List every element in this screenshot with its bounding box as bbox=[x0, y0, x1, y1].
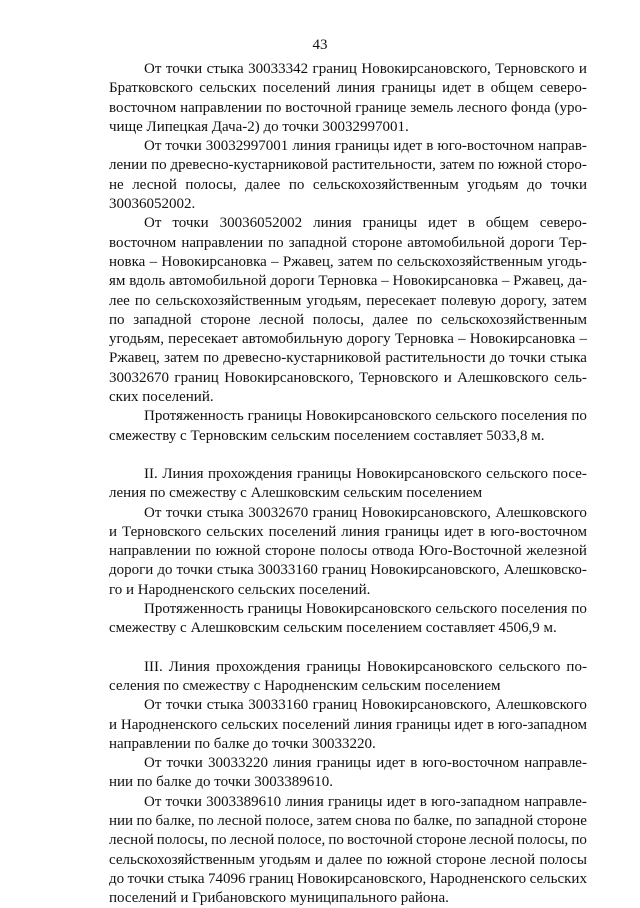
text-line: смежеству с Алешковским сельским поселением составляет 4506,9 м. bbox=[109, 620, 557, 637]
heading-line: ления по смежеству с Алешковским сельским поселением bbox=[109, 485, 483, 502]
text-line: нии по балке до точки 3003389610. bbox=[109, 774, 334, 791]
text-line: От точки стыка 30032670 границ Новокирсановского, Алешковского bbox=[144, 504, 587, 521]
text-line: нии по балке, по лесной полосе, затем снова по балке, по западной стороне bbox=[109, 812, 587, 829]
paragraph bbox=[109, 137, 587, 214]
document-body bbox=[109, 60, 587, 908]
text-line: От точки 30033220 линия границы идет в юго-восточном направле- bbox=[144, 755, 587, 772]
text-line: по западной стороне лесной полосы, далее по сельскохозяйственным bbox=[109, 311, 587, 328]
heading-line: II. Линия прохождения границы Новокирсановского сельского посе- bbox=[144, 465, 587, 482]
text-line: 30032670 границ Новокирсановского, Терновского и Алешковского сель- bbox=[109, 369, 587, 386]
text-line: От точки 30032997001 линия границы идет в юго-восточном направ- bbox=[144, 138, 587, 155]
paragraph bbox=[109, 600, 587, 639]
text-line: угодьям, пересекает автомобильную дорогу Терновка – Новокирсановка – bbox=[109, 331, 587, 348]
text-line: и Терновского сельских поселений линия границы идет в юго-восточном bbox=[109, 523, 587, 540]
text-line: От точки стыка 30033160 границ Новокирсановского, Алешковского bbox=[144, 697, 587, 714]
text-line: Протяженность границы Новокирсановского сельского поселения по bbox=[144, 601, 587, 618]
section-heading bbox=[109, 465, 587, 504]
paragraph bbox=[109, 214, 587, 407]
text-line: сельскохозяйственным угодьям и далее по южной стороне лесной полосы bbox=[109, 851, 587, 868]
text-line: смежеству с Терновским сельским поселением составляет 5033,8 м. bbox=[109, 427, 545, 444]
section-spacer bbox=[109, 446, 587, 465]
text-line: ям вдоль автомобильной дороги Терновка – Новокирсановка – Ржавец, да- bbox=[109, 273, 587, 290]
text-line: дороги до точки стыка 30033160 границ Новокирсановского, Алешковско- bbox=[109, 562, 587, 579]
text-line: 30036052002. bbox=[109, 196, 196, 213]
text-line: лесной полосы, по лесной полосе, по восточной стороне лесной полосы, по bbox=[109, 832, 587, 849]
text-line: поселений и Грибановского муниципального района. bbox=[109, 890, 449, 907]
intro-section bbox=[109, 60, 587, 446]
paragraph bbox=[109, 60, 587, 137]
text-line: От точки 30036052002 линия границы идет в общем северо- bbox=[144, 215, 587, 232]
text-line: восточном направлении по западной стороне автомобильной дороги Тер- bbox=[109, 234, 587, 251]
text-line: направлении по балке до точки 30033220. bbox=[109, 735, 376, 752]
text-line: направлении по южной стороне полосы отвода Юго-Восточной железной bbox=[109, 543, 587, 560]
page-number: 43 bbox=[312, 37, 328, 53]
text-line: От точки 3003389610 линия границы идет в юго-западном направле- bbox=[144, 793, 587, 810]
heading-line: III. Линия прохождения границы Новокирсановского сельского по- bbox=[144, 658, 587, 675]
text-line: новка – Новокирсановка – Ржавец, затем по сельскохозяйственным угодь- bbox=[109, 253, 587, 270]
text-line: и Народненского сельских поселений линия границы идет в юго-западном bbox=[109, 716, 587, 733]
paragraph bbox=[109, 696, 587, 754]
text-line: до точки стыка 74096 границ Новокирсановского, Народненского сельских bbox=[109, 870, 587, 887]
text-line: лее по сельскохозяйственным угодьям, пересекает полевую дорогу, затем bbox=[109, 292, 587, 309]
text-line: чище Липецкая Дача-2) до точки 30032997001. bbox=[109, 118, 409, 135]
text-line: восточном направлении по восточной границе земель лесного фонда (уро- bbox=[109, 99, 587, 116]
text-line: Протяженность границы Новокирсановского сельского поселения по bbox=[144, 408, 587, 425]
text-line: От точки стыка 30033342 границ Новокирсановского, Терновского и bbox=[144, 61, 587, 77]
section-heading bbox=[109, 658, 587, 697]
text-line: Ржавец, затем по древесно-кустарниковой растительности до точки стыка bbox=[109, 350, 587, 367]
text-line: го и Народненского сельских поселений. bbox=[109, 581, 371, 598]
text-line: Братковского сельских поселений линия границы идет в общем северо- bbox=[109, 80, 587, 97]
section-2 bbox=[109, 658, 587, 908]
section-1 bbox=[109, 465, 587, 639]
heading-line: селения по смежеству с Народненским сельским поселением bbox=[109, 677, 501, 694]
text-line: лении по древесно-кустарниковой растительности, затем по южной сторо- bbox=[109, 157, 587, 174]
section-spacer bbox=[109, 639, 587, 658]
paragraph bbox=[109, 793, 587, 908]
paragraph bbox=[109, 754, 587, 793]
paragraph bbox=[109, 504, 587, 600]
paragraph bbox=[109, 407, 587, 446]
text-line: ских поселений. bbox=[109, 389, 214, 406]
text-line: не лесной полосы, далее по сельскохозяйственным угодьям до точки bbox=[109, 176, 587, 193]
